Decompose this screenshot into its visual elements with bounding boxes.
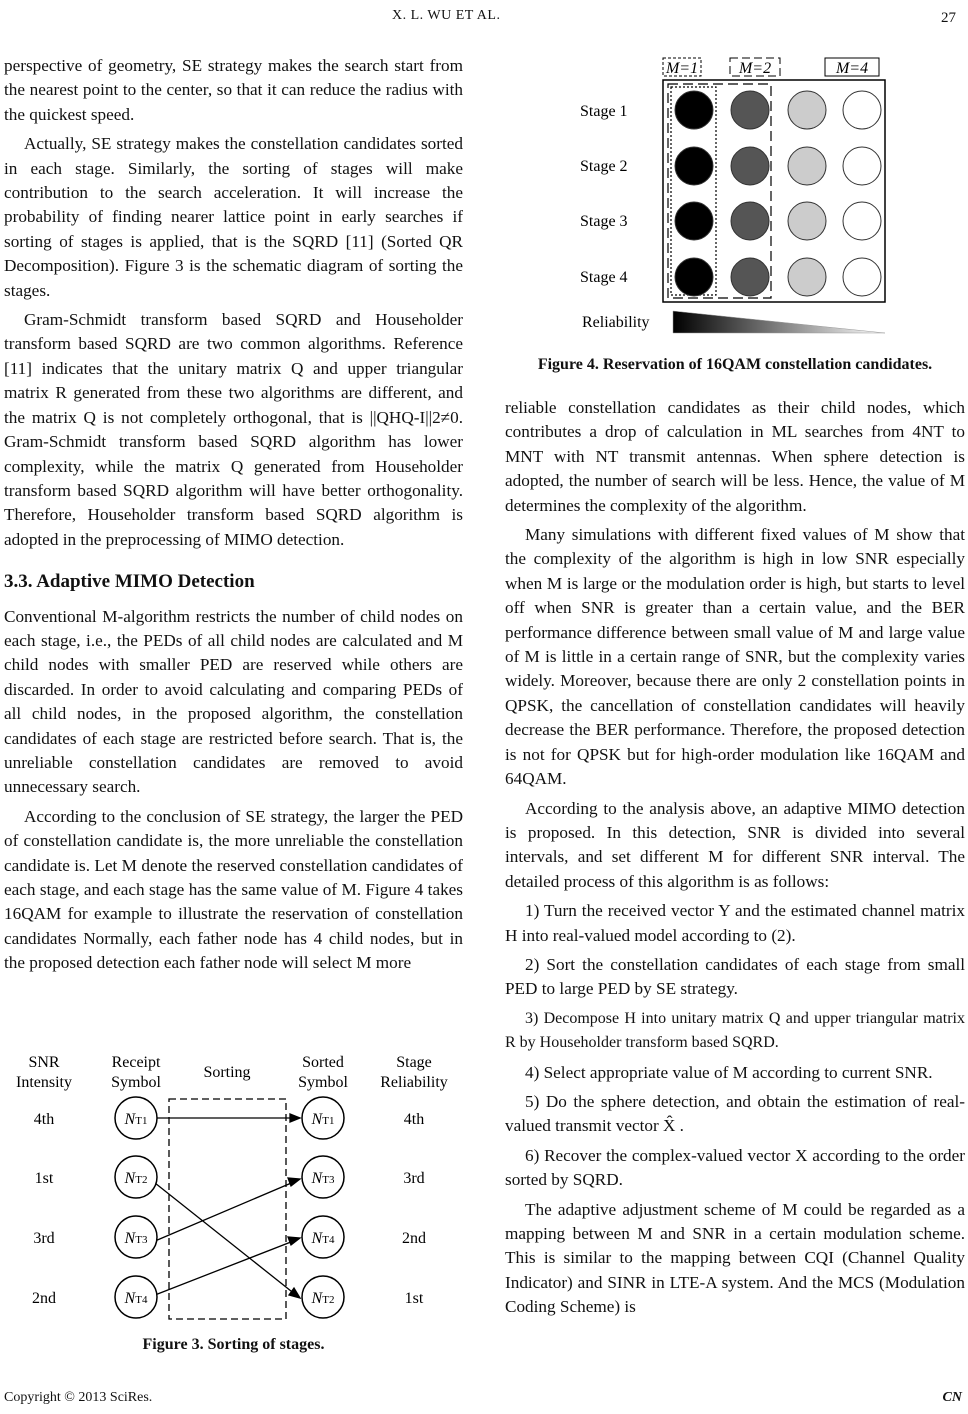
paragraph: According to the conclusion of SE strategy, the larger the PED of constellation candidate is, the more unreliable the constellation candidate is. Let M denote the reserved constellation candidates of each stage, and each stage has the same value of M. Figure 4 takes 16QAM for example to illustrate the reservation of constellation candidates Normally, each father node has 4 child nodes, but in the proposed detection each father node will select M more xyxy=(4,806,463,973)
row-2 xyxy=(35,1156,425,1198)
header-sorting: Sorting xyxy=(203,1064,251,1081)
receipt-node-label: NT4 xyxy=(124,1290,148,1307)
reliability-label: 3rd xyxy=(403,1170,425,1187)
paragraph: Many simulations with different fixed values of M show that the complexity of the algorithm is high in low SNR especially when M is large or the modulation order is high, but starts to level off when SNR is greater than a certain value, and the BER performance difference between small value of M and large value of M is little in a certain range of SNR, but the complexity varies widely. Moreover, because there are only 2 constellation points in QPSK, the cancellation of constellation candidates will heavily decrease the BER performance. Therefore, the proposed detection is not for QPSK but for high-order modulation like 16QAM and 64QAM. xyxy=(505,525,965,789)
step-6: 6) Recover the complex-valued vector X according to the order sorted by SQRD. xyxy=(505,1145,965,1190)
paragraph: Conventional M-algorithm restricts the number of child nodes on each stage, i.e., the PEDs of all child nodes are calculated and M child nodes with smaller PED are reserved while others are discarded. In order to avoid calculating and comparing PEDs of all child nodes, in the proposed algorithm, the constellation candidates of each stage are restricted before search. That is, the unreliable constellation candidates are removed to avoid unnecessary search. xyxy=(4,606,463,797)
journal-abbrev: CN xyxy=(942,1390,962,1405)
stage-label: Stage 2 xyxy=(580,158,628,175)
candidate-dot xyxy=(788,91,826,129)
snr-label: 2nd xyxy=(32,1290,56,1307)
candidate-dot xyxy=(675,258,713,296)
section-heading: 3.3. Adaptive MIMO Detection xyxy=(4,571,255,593)
candidate-dot xyxy=(675,202,713,240)
stage-label: Stage 1 xyxy=(580,103,628,120)
row-3 xyxy=(33,1216,426,1258)
candidate-dot xyxy=(731,202,769,240)
reliability-label: 2nd xyxy=(402,1230,426,1247)
page-header xyxy=(0,8,968,32)
candidate-dot xyxy=(788,202,826,240)
candidate-dot xyxy=(675,147,713,185)
step-1: 1) Turn the received vector Y and the estimated channel matrix H into real-valued model according to (2). xyxy=(505,901,965,945)
sorted-node-label: NT2 xyxy=(311,1290,335,1307)
sorted-node-label: NT3 xyxy=(311,1170,335,1187)
step-3: 3) Decompose H into unitary matrix Q and upper triangular matrix R by Householder transform based SQRD. xyxy=(505,1009,965,1052)
receipt-node-label: NT1 xyxy=(124,1111,148,1128)
snr-label: 3rd xyxy=(33,1230,55,1247)
sorting-box xyxy=(169,1099,286,1319)
header-intensity: Intensity xyxy=(16,1074,72,1091)
figure-4-diagram xyxy=(570,50,900,342)
reliability-label: Reliability xyxy=(582,314,650,331)
receipt-node-label: NT3 xyxy=(124,1230,148,1247)
candidate-dot xyxy=(843,202,881,240)
step-5: 5) Do the sphere detection, and obtain the estimation of real-valued transmit vector X̂ . xyxy=(505,1091,965,1136)
snr-label: 1st xyxy=(34,1170,54,1187)
left-column xyxy=(4,54,463,981)
paragraph: The adaptive adjustment scheme of M could be regarded as a mapping between M and SNR in a certain modulation scheme. This is similar to the mapping between CQI (Channel Quality Indicator) and SINR in LTE-A system. And the MCS (Modulation Coding Scheme) is xyxy=(505,1199,965,1317)
paragraph: Gram-Schmidt transform based SQRD and Householder transform based SQRD are two common algorithms. Reference [11] indicates that the unitary matrix Q and upper triangular matrix R generated from these two algorithms are different, and the matrix Q is not completely orthogonal, that is ||QHQ-I||2≠0. Gram-Schmidt transform based SQRD algorithm has lower complexity, while the matrix Q generated from Householder transform based SQRD algorithm will have better orthogonality. Therefore, Householder transform based SQRD algorithm is adopted in the preprocessing of MIMO detection. xyxy=(4,310,463,549)
paragraph: reliable constellation candidates as their child nodes, which contributes a drop of calculation in ML searches from 4NT to MNT with NT transmit antennas. When sphere detection is adopted, the number of search will be less. Hence, the value of M determines the complexity of the algorithm. xyxy=(505,398,965,515)
step-2: 2) Sort the constellation candidates of each stage from small PED to large PED by SE strategy. xyxy=(505,954,965,999)
sorting-arrows xyxy=(155,1114,300,1298)
snr-label: 4th xyxy=(33,1111,55,1128)
reliability-label: 1st xyxy=(404,1290,424,1307)
sorted-node-label: NT1 xyxy=(311,1111,335,1128)
candidate-dot xyxy=(731,258,769,296)
figure-3-caption: Figure 3. Sorting of stages. xyxy=(142,1336,325,1353)
candidate-dot xyxy=(788,147,826,185)
figure-4-caption: Figure 4. Reservation of 16QAM constellation candidates. xyxy=(537,356,933,373)
candidate-dot xyxy=(843,258,881,296)
row-4 xyxy=(32,1276,424,1318)
candidate-dot xyxy=(788,258,826,296)
candidate-dot xyxy=(843,91,881,129)
header-snr: SNR xyxy=(28,1054,60,1071)
candidate-dot xyxy=(675,91,713,129)
receipt-node-label: NT2 xyxy=(124,1170,148,1187)
candidate-dot xyxy=(731,147,769,185)
m1-label: M=1 xyxy=(665,60,699,77)
m2-label: M=2 xyxy=(738,60,772,77)
page-number: 27 xyxy=(941,10,956,26)
header-receipt: Receipt xyxy=(111,1054,161,1071)
figure-3-diagram xyxy=(0,1045,470,1335)
running-header-authors: X. L. WU ET AL. xyxy=(392,8,501,23)
header-symbol: Symbol xyxy=(111,1074,161,1091)
candidate-dot xyxy=(731,91,769,129)
header-sorted: Sorted xyxy=(302,1054,344,1071)
page-footer xyxy=(4,1390,964,1406)
stage-label: Stage 3 xyxy=(580,213,628,230)
reliability-label: 4th xyxy=(403,1111,425,1128)
copyright: Copyright © 2013 SciRes. xyxy=(4,1390,153,1405)
paragraph: Actually, SE strategy makes the constellation candidates sorted in each stage. Similarly, the sorting of stages will make contribution to the search acceleration. It will increase the probability of finding nearer lattice point in early searches if sorting of stages is applied, that is the SQRD [11] (Sorted QR Decomposition). Figure 3 is the schematic diagram of sorting the stages. xyxy=(4,134,463,300)
header-reliability: Reliability xyxy=(380,1074,448,1091)
m4-label: M=4 xyxy=(835,60,869,77)
header-sorted-symbol: Symbol xyxy=(298,1074,348,1091)
header-stage: Stage xyxy=(396,1054,432,1071)
paragraph: According to the analysis above, an adaptive MIMO detection is proposed. In this detection, SNR is divided into several intervals, and set different M for different SNR interval. The detailed process of this algorithm is as follows: xyxy=(505,798,965,891)
stage-label: Stage 4 xyxy=(580,269,628,286)
step-4: 4) Select appropriate value of M according to current SNR. xyxy=(525,1062,933,1082)
reliability-gradient-wedge xyxy=(673,311,885,333)
candidate-dot xyxy=(843,147,881,185)
paragraph: perspective of geometry, SE strategy makes the search start from the nearest point to the center, so that it can reduce the radius with the quickest speed. xyxy=(4,56,463,124)
constellation-dots xyxy=(675,91,881,296)
sorted-node-label: NT4 xyxy=(311,1230,335,1247)
right-column xyxy=(505,396,965,1325)
